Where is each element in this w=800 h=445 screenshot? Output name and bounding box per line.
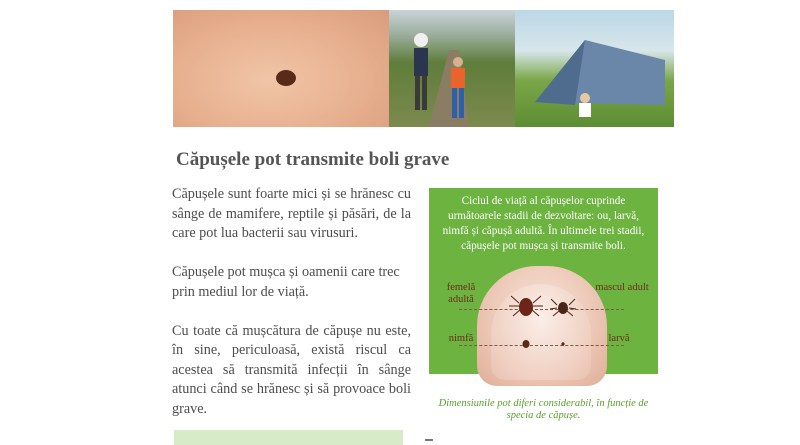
label-male-adult: mascul adult: [595, 282, 649, 293]
paragraph-2: Căpușele pot mușca și oamenii care trec prin mediul lor de viață.: [172, 264, 400, 300]
tick-on-finger-photo: [173, 10, 389, 127]
hikers-on-trail-photo: [389, 10, 515, 127]
paragraph-3: Cu toate că mușcătura de căpușe nu este, în sine, periculoasă, există riscul ca acestea să transmită infecții în sânge atunci când se hrănesc și să provoace boli grave.: [172, 322, 411, 417]
lifecycle-infobox: [429, 188, 658, 374]
paragraph-1: Căpușele sunt foarte mici și se hrănesc cu sânge de mamifere, reptile și păsări, de la care pot lua bacterii sau virusuri.: [172, 186, 411, 241]
male-adult-tick: [558, 302, 568, 314]
tick-illustration: [173, 10, 389, 127]
body-text: [172, 185, 411, 439]
label-nymph: nimfă: [448, 333, 474, 344]
infobox-text: Ciclul de viață al căpușelor cuprinde următoarele stadii de dezvoltare: ou, larvă, nimfă și căpușă adultă. În ultimele trei stadii, căpușele pot mușca și transmite boli.: [442, 195, 645, 252]
next-item-mark: [425, 439, 433, 445]
female-adult-tick: [519, 298, 533, 316]
label-female-adult: femelă adultă: [446, 282, 476, 305]
infobox-caption: Dimensiunile pot diferi considerabil, în funcție de specia de căpușe.: [438, 398, 649, 421]
tick-stages-illustration: [429, 188, 658, 374]
nymph-tick: [523, 340, 530, 348]
tent-in-meadow-photo: [515, 10, 674, 127]
larva-tick: [561, 342, 564, 346]
label-larva: larvă: [608, 333, 630, 344]
page-heading: Căpușele pot transmite boli grave: [176, 149, 450, 170]
next-box-top: [174, 430, 403, 445]
photo-strip: [173, 10, 674, 127]
